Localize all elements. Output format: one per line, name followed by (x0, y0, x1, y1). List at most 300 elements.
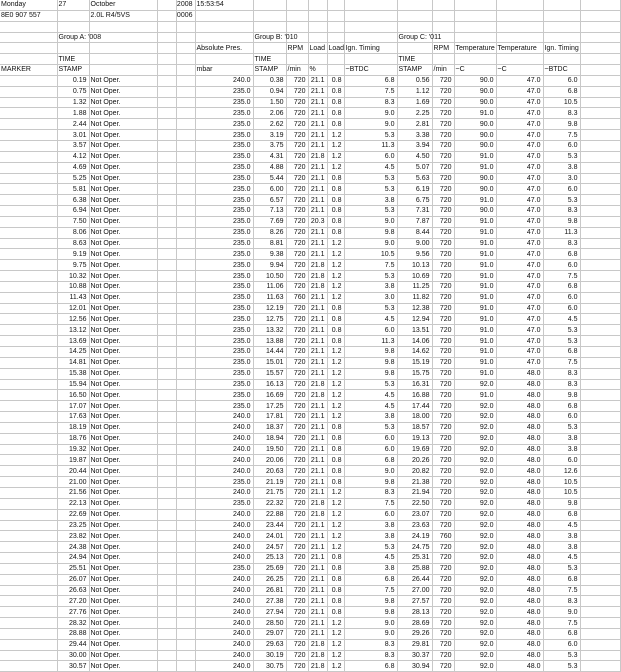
rpm-unit[interactable]: /min (286, 65, 308, 76)
load-cell[interactable]: 1.2 (327, 379, 344, 390)
abs-pres-cell[interactable]: 235.0 (195, 97, 253, 108)
empty-cell[interactable] (580, 216, 620, 227)
time-stamp-c-cell[interactable]: 0.56 (397, 75, 432, 86)
time-stamp-c-cell[interactable]: 22.50 (397, 498, 432, 509)
time-stamp-a-cell[interactable]: 14.81 (57, 357, 89, 368)
rpm-c-cell[interactable]: 720 (432, 422, 454, 433)
time-stamp-c-cell[interactable]: 3.38 (397, 130, 432, 141)
empty-cell[interactable] (286, 10, 308, 21)
empty-cell[interactable] (580, 336, 620, 347)
rpm-c-cell[interactable]: 720 (432, 357, 454, 368)
time-stamp-c-cell[interactable]: 15.19 (397, 357, 432, 368)
empty-cell[interactable] (176, 119, 195, 130)
empty-cell[interactable] (0, 75, 57, 86)
time-stamp-a-cell[interactable]: 22.69 (57, 509, 89, 520)
status-cell[interactable]: Not Oper. (89, 650, 157, 661)
empty-cell[interactable] (89, 21, 157, 32)
temperature-header[interactable]: Temperature (496, 43, 543, 54)
load-cell[interactable]: 0.8 (327, 195, 344, 206)
temperature-1-cell[interactable]: 92.0 (454, 607, 496, 618)
empty-cell[interactable] (432, 10, 454, 21)
temperature-1-cell[interactable]: 91.0 (454, 368, 496, 379)
rpm-b-cell[interactable]: 720 (286, 477, 308, 488)
time-stamp-c-cell[interactable]: 6.19 (397, 184, 432, 195)
load-pct-cell[interactable]: 20.3 (308, 216, 327, 227)
empty-cell[interactable] (195, 54, 253, 65)
empty-cell[interactable] (0, 628, 57, 639)
empty-cell[interactable] (580, 379, 620, 390)
empty-cell[interactable] (580, 368, 620, 379)
abs-pres-cell[interactable]: 235.0 (195, 184, 253, 195)
time-stamp-b-cell[interactable]: 26.25 (253, 574, 286, 585)
empty-cell[interactable] (157, 563, 176, 574)
empty-cell[interactable] (580, 628, 620, 639)
empty-cell[interactable] (580, 618, 620, 629)
temperature-2-cell[interactable]: 47.0 (496, 238, 543, 249)
temperature-2-cell[interactable]: 48.0 (496, 412, 543, 423)
empty-cell[interactable] (157, 184, 176, 195)
rpm-c-cell[interactable]: 720 (432, 260, 454, 271)
time-stamp-c-cell[interactable]: 5.63 (397, 173, 432, 184)
abs-pres-cell[interactable]: 235.0 (195, 379, 253, 390)
ign-timing-c-cell[interactable]: 8.3 (543, 368, 580, 379)
abs-pres-cell[interactable]: 235.0 (195, 325, 253, 336)
abs-pres-cell[interactable]: 240.0 (195, 618, 253, 629)
time-stamp-a-cell[interactable]: 21.00 (57, 477, 89, 488)
time-stamp-c-cell[interactable]: 20.82 (397, 466, 432, 477)
time-stamp-b-cell[interactable]: 19.50 (253, 444, 286, 455)
time-stamp-c-cell[interactable]: 21.94 (397, 487, 432, 498)
abs-pres-cell[interactable]: 235.0 (195, 130, 253, 141)
time-stamp-a-cell[interactable]: 7.50 (57, 216, 89, 227)
temperature-2-cell[interactable]: 48.0 (496, 661, 543, 672)
temperature-2-cell[interactable]: 47.0 (496, 260, 543, 271)
ign-timing-c-cell[interactable]: 8.3 (543, 238, 580, 249)
ign-timing-c-cell[interactable]: 6.8 (543, 401, 580, 412)
time-stamp-a-cell[interactable]: 17.63 (57, 412, 89, 423)
time-stamp-b-cell[interactable]: 25.69 (253, 563, 286, 574)
rpm-b-cell[interactable]: 720 (286, 130, 308, 141)
abs-pres-cell[interactable]: 235.0 (195, 271, 253, 282)
temperature-2-cell[interactable]: 47.0 (496, 97, 543, 108)
rpm-b-cell[interactable]: 720 (286, 347, 308, 358)
empty-cell[interactable] (157, 390, 176, 401)
status-cell[interactable]: Not Oper. (89, 379, 157, 390)
temperature-2-cell[interactable]: 48.0 (496, 455, 543, 466)
ign-timing-c-cell[interactable]: 6.0 (543, 412, 580, 423)
empty-cell[interactable] (0, 661, 57, 672)
empty-cell[interactable] (580, 32, 620, 43)
ign-timing-b-cell[interactable]: 4.5 (344, 162, 397, 173)
ign-timing-b-cell[interactable]: 6.0 (344, 433, 397, 444)
load-cell[interactable]: 0.8 (327, 227, 344, 238)
time-stamp-b-cell[interactable]: 11.63 (253, 292, 286, 303)
rpm-b-cell[interactable]: 720 (286, 563, 308, 574)
empty-cell[interactable] (0, 43, 57, 54)
status-cell[interactable]: Not Oper. (89, 628, 157, 639)
status-cell[interactable]: Not Oper. (89, 596, 157, 607)
ign-timing-b-cell[interactable]: 9.0 (344, 628, 397, 639)
empty-cell[interactable] (157, 75, 176, 86)
ign-timing-b-cell[interactable]: 4.5 (344, 553, 397, 564)
ign-timing-b-cell[interactable]: 8.3 (344, 97, 397, 108)
load-cell[interactable]: 0.8 (327, 433, 344, 444)
time-stamp-c-cell[interactable]: 15.75 (397, 368, 432, 379)
empty-cell[interactable] (176, 292, 195, 303)
time-stamp-c-cell[interactable]: 18.57 (397, 422, 432, 433)
load-pct-cell[interactable]: 21.1 (308, 607, 327, 618)
empty-cell[interactable] (176, 347, 195, 358)
empty-cell[interactable] (0, 227, 57, 238)
empty-cell[interactable] (0, 216, 57, 227)
empty-cell[interactable] (176, 249, 195, 260)
empty-cell[interactable] (0, 238, 57, 249)
status-cell[interactable]: Not Oper. (89, 97, 157, 108)
temperature-1-cell[interactable]: 92.0 (454, 487, 496, 498)
abs-pres-cell[interactable]: 240.0 (195, 542, 253, 553)
load-cell[interactable]: 1.2 (327, 487, 344, 498)
rpm-b-cell[interactable]: 720 (286, 325, 308, 336)
ign-timing-b-cell[interactable]: 9.0 (344, 466, 397, 477)
ign-timing-c-cell[interactable]: 3.8 (543, 444, 580, 455)
time-stamp-b-cell[interactable]: 28.50 (253, 618, 286, 629)
ign-timing-b-cell[interactable]: 6.0 (344, 444, 397, 455)
empty-cell[interactable] (195, 10, 253, 21)
empty-cell[interactable] (176, 531, 195, 542)
abs-pres-cell[interactable]: 235.0 (195, 260, 253, 271)
load-pct-cell[interactable]: 21.1 (308, 401, 327, 412)
empty-cell[interactable] (580, 130, 620, 141)
empty-cell[interactable] (157, 498, 176, 509)
status-cell[interactable]: Not Oper. (89, 585, 157, 596)
empty-cell[interactable] (580, 21, 620, 32)
load-cell[interactable]: 1.2 (327, 531, 344, 542)
time-stamp-c-cell[interactable]: 11.82 (397, 292, 432, 303)
temperature-2-cell[interactable]: 48.0 (496, 390, 543, 401)
rpm-b-cell[interactable]: 720 (286, 303, 308, 314)
rpm-b-cell[interactable]: 720 (286, 466, 308, 477)
temperature-2-cell[interactable]: 48.0 (496, 401, 543, 412)
empty-cell[interactable] (580, 303, 620, 314)
rpm-b-cell[interactable]: 720 (286, 542, 308, 553)
status-cell[interactable]: Not Oper. (89, 292, 157, 303)
empty-cell[interactable] (0, 108, 57, 119)
temperature-1-cell[interactable]: 92.0 (454, 455, 496, 466)
ign-timing-b-cell[interactable]: 9.8 (344, 347, 397, 358)
temperature-2-cell[interactable]: 48.0 (496, 498, 543, 509)
empty-cell[interactable] (157, 54, 176, 65)
temperature-1-cell[interactable]: 92.0 (454, 650, 496, 661)
load-cell[interactable]: 0.8 (327, 574, 344, 585)
load-pct-cell[interactable]: 21.1 (308, 618, 327, 629)
time-stamp-c-cell[interactable]: 30.37 (397, 650, 432, 661)
abs-pres-cell[interactable]: 235.0 (195, 563, 253, 574)
ign-timing-b-cell[interactable]: 9.8 (344, 477, 397, 488)
empty-cell[interactable] (543, 32, 580, 43)
empty-cell[interactable] (0, 596, 57, 607)
temperature-1-cell[interactable]: 91.0 (454, 260, 496, 271)
abs-pres-cell[interactable]: 235.0 (195, 195, 253, 206)
status-cell[interactable]: Not Oper. (89, 151, 157, 162)
empty-cell[interactable] (580, 596, 620, 607)
ign-timing-b-cell[interactable]: 9.0 (344, 238, 397, 249)
temperature-2-cell[interactable]: 48.0 (496, 563, 543, 574)
rpm-c-cell[interactable]: 720 (432, 130, 454, 141)
empty-cell[interactable] (0, 477, 57, 488)
empty-cell[interactable] (580, 10, 620, 21)
empty-cell[interactable] (580, 0, 620, 10)
empty-cell[interactable] (157, 650, 176, 661)
temperature-1-cell[interactable]: 92.0 (454, 553, 496, 564)
rpm-b-cell[interactable]: 720 (286, 553, 308, 564)
empty-cell[interactable] (308, 10, 327, 21)
rpm-c-cell[interactable]: 720 (432, 401, 454, 412)
load-pct-cell[interactable]: 21.1 (308, 292, 327, 303)
load-pct-cell[interactable]: 21.1 (308, 314, 327, 325)
empty-cell[interactable] (157, 368, 176, 379)
time-stamp-b-cell[interactable]: 29.63 (253, 639, 286, 650)
empty-cell[interactable] (580, 553, 620, 564)
empty-cell[interactable] (344, 10, 397, 21)
ign-timing-c-cell[interactable]: 6.0 (543, 140, 580, 151)
empty-cell[interactable] (57, 10, 89, 21)
load-pct-cell[interactable]: 21.8 (308, 271, 327, 282)
time-stamp-a-cell[interactable]: 19.87 (57, 455, 89, 466)
ign-timing-b-cell[interactable]: 7.5 (344, 585, 397, 596)
empty-cell[interactable] (397, 0, 432, 10)
rpm-b-cell[interactable]: 720 (286, 412, 308, 423)
load-cell[interactable]: 1.2 (327, 281, 344, 292)
rpm-c-cell[interactable]: 720 (432, 466, 454, 477)
abs-pres-cell[interactable]: 240.0 (195, 466, 253, 477)
time-stamp-a-cell[interactable]: 1.88 (57, 108, 89, 119)
empty-cell[interactable] (496, 21, 543, 32)
empty-cell[interactable] (157, 43, 176, 54)
empty-cell[interactable] (157, 130, 176, 141)
temperature-2-cell[interactable]: 47.0 (496, 184, 543, 195)
empty-cell[interactable] (327, 21, 344, 32)
empty-cell[interactable] (0, 390, 57, 401)
temperature-1-cell[interactable]: 91.0 (454, 314, 496, 325)
empty-cell[interactable] (157, 227, 176, 238)
empty-cell[interactable] (0, 618, 57, 629)
time-stamp-a-cell[interactable]: 30.00 (57, 650, 89, 661)
mbar-unit[interactable]: mbar (195, 65, 253, 76)
empty-cell[interactable] (176, 54, 195, 65)
load-pct-cell[interactable]: 21.1 (308, 336, 327, 347)
time-stamp-b-cell[interactable]: 17.81 (253, 412, 286, 423)
empty-cell[interactable] (157, 195, 176, 206)
empty-cell[interactable] (397, 43, 432, 54)
empty-cell[interactable] (176, 520, 195, 531)
time-stamp-b-cell[interactable]: 23.44 (253, 520, 286, 531)
empty-cell[interactable] (580, 260, 620, 271)
rpm-c-cell[interactable]: 720 (432, 618, 454, 629)
empty-cell[interactable] (0, 325, 57, 336)
ign-timing-c-cell[interactable]: 8.3 (543, 379, 580, 390)
empty-cell[interactable] (0, 455, 57, 466)
status-cell[interactable]: Not Oper. (89, 325, 157, 336)
rpm-c-cell[interactable]: 720 (432, 86, 454, 97)
time-stamp-a-cell[interactable]: 27.76 (57, 607, 89, 618)
status-cell[interactable]: Not Oper. (89, 422, 157, 433)
empty-cell[interactable] (0, 433, 57, 444)
empty-cell[interactable] (580, 173, 620, 184)
ign-timing-b-cell[interactable]: 4.5 (344, 401, 397, 412)
time-stamp-c-cell[interactable]: 25.88 (397, 563, 432, 574)
ign-timing-c-cell[interactable]: 7.5 (543, 618, 580, 629)
empty-cell[interactable] (57, 43, 89, 54)
empty-cell[interactable] (176, 379, 195, 390)
group-c-label[interactable]: Group C: '011 (398, 33, 442, 41)
empty-cell[interactable] (286, 21, 308, 32)
ign-timing-c-cell[interactable]: 4.5 (543, 314, 580, 325)
empty-cell[interactable] (397, 10, 432, 21)
rpm-b-cell[interactable]: 720 (286, 433, 308, 444)
empty-cell[interactable] (0, 379, 57, 390)
temperature-1-cell[interactable]: 92.0 (454, 520, 496, 531)
load-pct-cell[interactable]: 21.1 (308, 487, 327, 498)
clock-time-cell[interactable]: 15:53:54 (195, 0, 253, 10)
load-pct-cell[interactable]: 21.1 (308, 162, 327, 173)
time-stamp-b-cell[interactable]: 24.01 (253, 531, 286, 542)
empty-cell[interactable] (580, 97, 620, 108)
time-stamp-c-cell[interactable]: 9.00 (397, 238, 432, 249)
load-cell[interactable]: 1.2 (327, 368, 344, 379)
rpm-b-cell[interactable]: 720 (286, 596, 308, 607)
time-stamp-c-cell[interactable]: 8.44 (397, 227, 432, 238)
temperature-1-cell[interactable]: 92.0 (454, 628, 496, 639)
status-cell[interactable]: Not Oper. (89, 607, 157, 618)
empty-cell[interactable] (176, 509, 195, 520)
empty-cell[interactable] (454, 21, 496, 32)
ign-timing-b-cell[interactable]: 5.3 (344, 206, 397, 217)
empty-cell[interactable] (0, 184, 57, 195)
empty-cell[interactable] (176, 661, 195, 672)
empty-cell[interactable] (0, 151, 57, 162)
ign-timing-c-cell[interactable]: 3.8 (543, 433, 580, 444)
ign-timing-b-cell[interactable]: 3.0 (344, 292, 397, 303)
time-stamp-b-cell[interactable]: 25.13 (253, 553, 286, 564)
temperature-2-cell[interactable]: 48.0 (496, 607, 543, 618)
empty-cell[interactable] (580, 542, 620, 553)
time-stamp-c-cell[interactable]: 7.31 (397, 206, 432, 217)
abs-pres-cell[interactable]: 240.0 (195, 639, 253, 650)
load-cell[interactable]: 0.8 (327, 466, 344, 477)
empty-cell[interactable] (580, 639, 620, 650)
load-header[interactable]: Load (328, 44, 345, 52)
empty-cell[interactable] (0, 206, 57, 217)
ign-timing-b-cell[interactable]: 6.0 (344, 509, 397, 520)
empty-cell[interactable] (0, 650, 57, 661)
empty-cell[interactable] (308, 21, 327, 32)
temperature-1-cell[interactable]: 92.0 (454, 574, 496, 585)
empty-cell[interactable] (580, 444, 620, 455)
empty-cell[interactable] (176, 574, 195, 585)
empty-cell[interactable] (327, 32, 344, 43)
temperature-2-cell[interactable]: 47.0 (496, 314, 543, 325)
time-stamp-a-cell[interactable]: 25.51 (57, 563, 89, 574)
load-cell[interactable]: 1.2 (327, 509, 344, 520)
abs-pres-cell[interactable]: 235.0 (195, 173, 253, 184)
empty-cell[interactable] (580, 227, 620, 238)
empty-cell[interactable] (176, 412, 195, 423)
rpm-b-cell[interactable]: 720 (286, 151, 308, 162)
empty-cell[interactable] (176, 130, 195, 141)
time-stamp-a-cell[interactable]: 18.76 (57, 433, 89, 444)
abs-pres-cell[interactable]: 235.0 (195, 401, 253, 412)
time-stamp-a-cell[interactable]: 2.44 (57, 119, 89, 130)
rpm-b-cell[interactable]: 720 (286, 531, 308, 542)
ign-timing-c-cell[interactable]: 6.0 (543, 292, 580, 303)
empty-cell[interactable] (0, 520, 57, 531)
rpm-c-cell[interactable]: 720 (432, 336, 454, 347)
rpm-c-cell[interactable]: 720 (432, 574, 454, 585)
abs-pres-cell[interactable]: 235.0 (195, 314, 253, 325)
time-stamp-b-cell[interactable]: 16.69 (253, 390, 286, 401)
rpm-b-cell[interactable]: 720 (286, 336, 308, 347)
empty-cell[interactable] (253, 0, 286, 10)
empty-cell[interactable] (176, 487, 195, 498)
abs-pres-cell[interactable]: 235.0 (195, 281, 253, 292)
empty-cell[interactable] (157, 206, 176, 217)
load-pct-cell[interactable]: 21.1 (308, 249, 327, 260)
rpm-b-header[interactable]: RPM (286, 43, 308, 54)
empty-cell[interactable] (176, 368, 195, 379)
time-stamp-a-cell[interactable]: 23.82 (57, 531, 89, 542)
rpm-c-cell[interactable]: 720 (432, 455, 454, 466)
empty-cell[interactable] (580, 498, 620, 509)
rpm-c-cell[interactable]: 720 (432, 412, 454, 423)
time-stamp-a-cell[interactable]: 15.38 (57, 368, 89, 379)
time-stamp-c-cell[interactable]: 29.81 (397, 639, 432, 650)
empty-cell[interactable] (0, 260, 57, 271)
load-cell[interactable]: 0.8 (327, 184, 344, 195)
empty-cell[interactable] (432, 54, 454, 65)
time-stamp-a-cell[interactable]: 15.94 (57, 379, 89, 390)
empty-cell[interactable] (176, 173, 195, 184)
empty-cell[interactable] (432, 21, 454, 32)
temperature-1-cell[interactable]: 90.0 (454, 206, 496, 217)
load-pct-cell[interactable]: 21.8 (308, 661, 327, 672)
time-stamp-c-cell[interactable]: 14.62 (397, 347, 432, 358)
load-pct-cell[interactable]: 21.1 (308, 173, 327, 184)
empty-cell[interactable] (157, 520, 176, 531)
load-cell[interactable]: 0.8 (327, 75, 344, 86)
temperature-2-cell[interactable]: 48.0 (496, 422, 543, 433)
percent-unit[interactable]: % (308, 65, 327, 76)
temperature-2-cell[interactable]: 47.0 (496, 271, 543, 282)
ign-timing-c-cell[interactable]: 6.8 (543, 249, 580, 260)
ign-timing-b-cell[interactable]: 9.8 (344, 596, 397, 607)
empty-cell[interactable] (580, 412, 620, 423)
time-stamp-b-cell[interactable]: 21.75 (253, 487, 286, 498)
ign-timing-b-cell[interactable]: 5.3 (344, 422, 397, 433)
empty-cell[interactable] (253, 10, 286, 21)
load-pct-cell[interactable]: 21.1 (308, 574, 327, 585)
time-stamp-a-cell[interactable]: 16.50 (57, 390, 89, 401)
temperature-1-cell[interactable]: 90.0 (454, 119, 496, 130)
rpm-b-cell[interactable]: 720 (286, 661, 308, 672)
empty-cell[interactable] (176, 401, 195, 412)
temperature-1-cell[interactable]: 91.0 (454, 325, 496, 336)
empty-cell[interactable] (0, 422, 57, 433)
status-cell[interactable]: Not Oper. (89, 639, 157, 650)
empty-cell[interactable] (580, 433, 620, 444)
ign-timing-b-cell[interactable]: 9.8 (344, 607, 397, 618)
temperature-2-cell[interactable]: 47.0 (496, 281, 543, 292)
rpm-b-cell[interactable]: 720 (286, 487, 308, 498)
